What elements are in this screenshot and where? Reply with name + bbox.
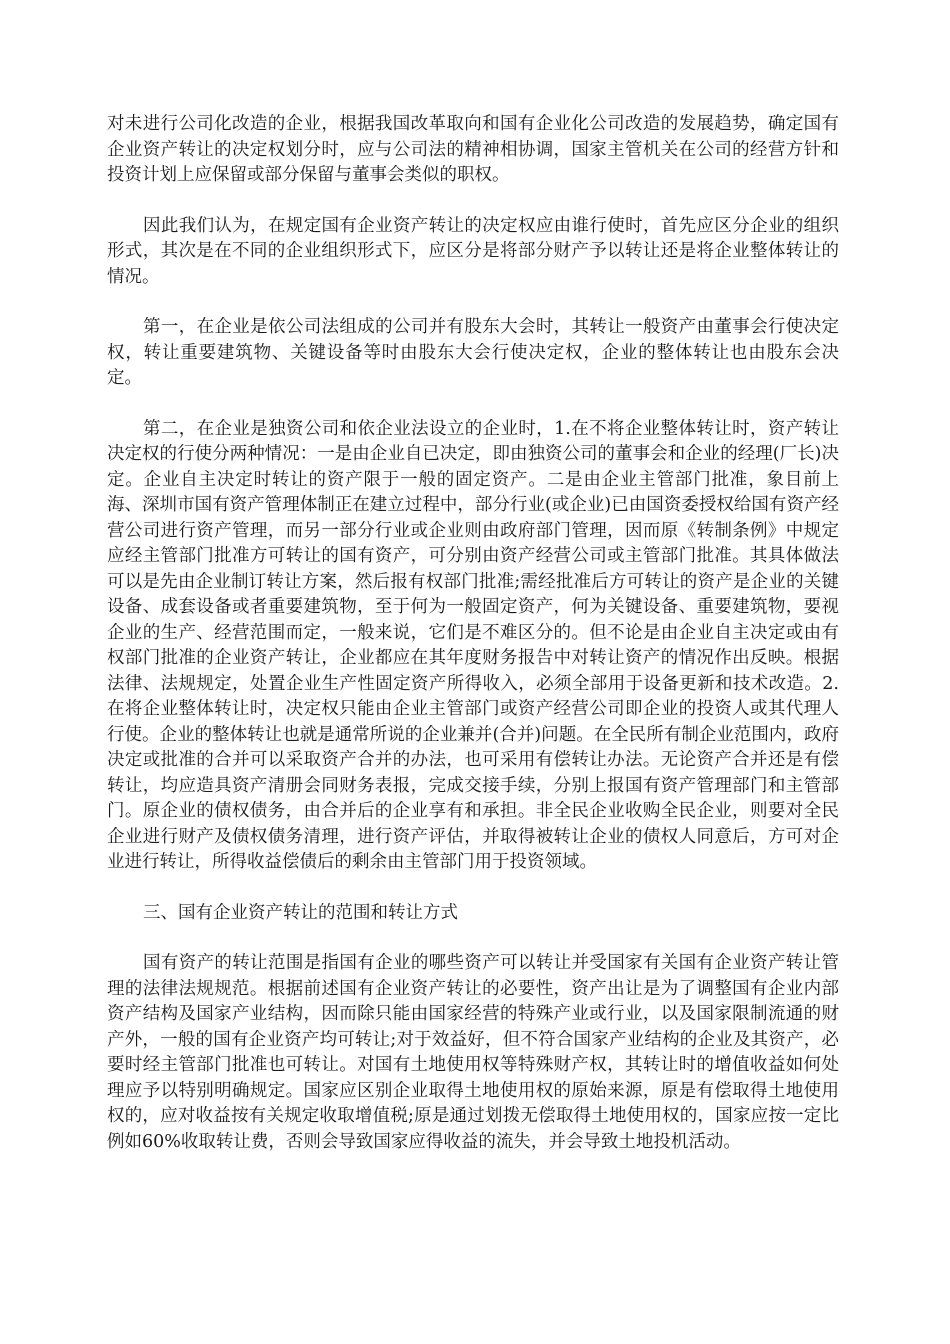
paragraph-3: 第一，在企业是依公司法组成的公司并有股东大会时，其转让一般资产由董事会行使决定权，转让重要建筑物、关键设备等时由股东大会行使决定权，企业的整体转让也由股东会决定。 <box>107 317 839 388</box>
paragraph-2: 因此我们认为，在规定国有企业资产转让的决定权应由谁行使时，首先应区分企业的组织形式，其次是在不同的企业组织形式下，应区分是将部分财产予以转让还是将企业整体转让的情况。 <box>107 215 839 287</box>
document-page <box>107 112 839 1180</box>
paragraph-1: 对未进行公司化改造的企业，根据我国改革取向和国有企业化公司改造的发展趋势，确定国有企业资产转让的决定权划分时，应与公司法的精神相协调，国家主管机关在公司的经营方针和投资计划上应保留或部分保留与董事会类似的职权。 <box>107 114 839 185</box>
section-heading: 三、国有企业资产转让的范围和转让方式 <box>143 902 458 923</box>
paragraph-5: 国有资产的转让范围是指国有企业的哪些资产可以转让并受国家有关国有企业资产转让管理的法律法规规范。根据前述国有企业资产转让的必要性，资产出让是为了调整国有企业内部资产结构及国家产业结构，因而除只能由国家经营的特殊产业或行业，以及国家限制流通的财产外，一般的国有企业资产均可转让;对于效益好，但不符合国家产业结构的企业及其资产，必要时经主管部门批准也可转让。对国有土地使用权等特殊财产权，其转让时的增值收益如何处理应予以特别明确规定。国家应区别企业取得土地使用权的原始来源，原是有偿取得土地使用权的，应对收益按有关规定收取增值税;原是通过划拨无偿取得土地使用权的，国家应按一定比例如60%收取转让费，否则会导致国家应得收益的流失，并会导致土地投机活动。 <box>107 953 839 1152</box>
paragraph-4: 第二，在企业是独资公司和依企业法设立的企业时，1.在不将企业整体转让时，资产转让决定权的行使分两种情况：一是由企业自已决定，即由独资公司的董事会和企业的经理(厂长)决定。企业自主决定时转让的资产限于一般的固定资产。二是由企业主管部门批准，象目前上海、深圳市国有资产管理体制正在建立过程中，部分行业(或企业)已由国资委授权给国有资产经营公司进行资产管理，而另一部分行业或企业则由政府部门管理，因而原《转制条例》中规定应经主管部门批准方可转让的国有资产，可分别由资产经营公司或主管部门批准。其具体做法可以是先由企业制订转让方案，然后报有权部门批准;需经批准后方可转让的资产是企业的关键设备、成套设备或者重要建筑物，至于何为一般固定资产，何为关键设备、重要建筑物，要视企业的生产、经营范围而定，一般来说，它们是不难区分的。但不论是由企业自主决定或由有权部门批准的企业资产转让，企业都应在其年度财务报告中对转让资产的情况作出反映。根据法律、法规规定，处置企业生产性固定资产所得收入，必须全部用于设备更新和技术改造。2.在将企业整体转让时，决定权只能由企业主管部门或资产经营公司即企业的投资人或其代理人行使。企业的整体转让也就是通常所说的企业兼并(合并)问题。在全民所有制企业范围内，政府决定或批准的合并可以采取资产合并的办法，也可采用有偿转让办法。无论资产合并还是有偿转让，均应造具资产清册会同财务表报，完成交接手续，分别上报国有资产管理部门和主管部门。原企业的债权债务，由合并后的企业享有和承担。非全民企业收购全民企业，则要对全民企业进行财产及债权债务清理，进行资产评估，并取得被转让企业的债权人同意后，方可对企业进行转让，所得收益偿债后的剩余由主管部门用于投资领域。 <box>107 418 839 872</box>
